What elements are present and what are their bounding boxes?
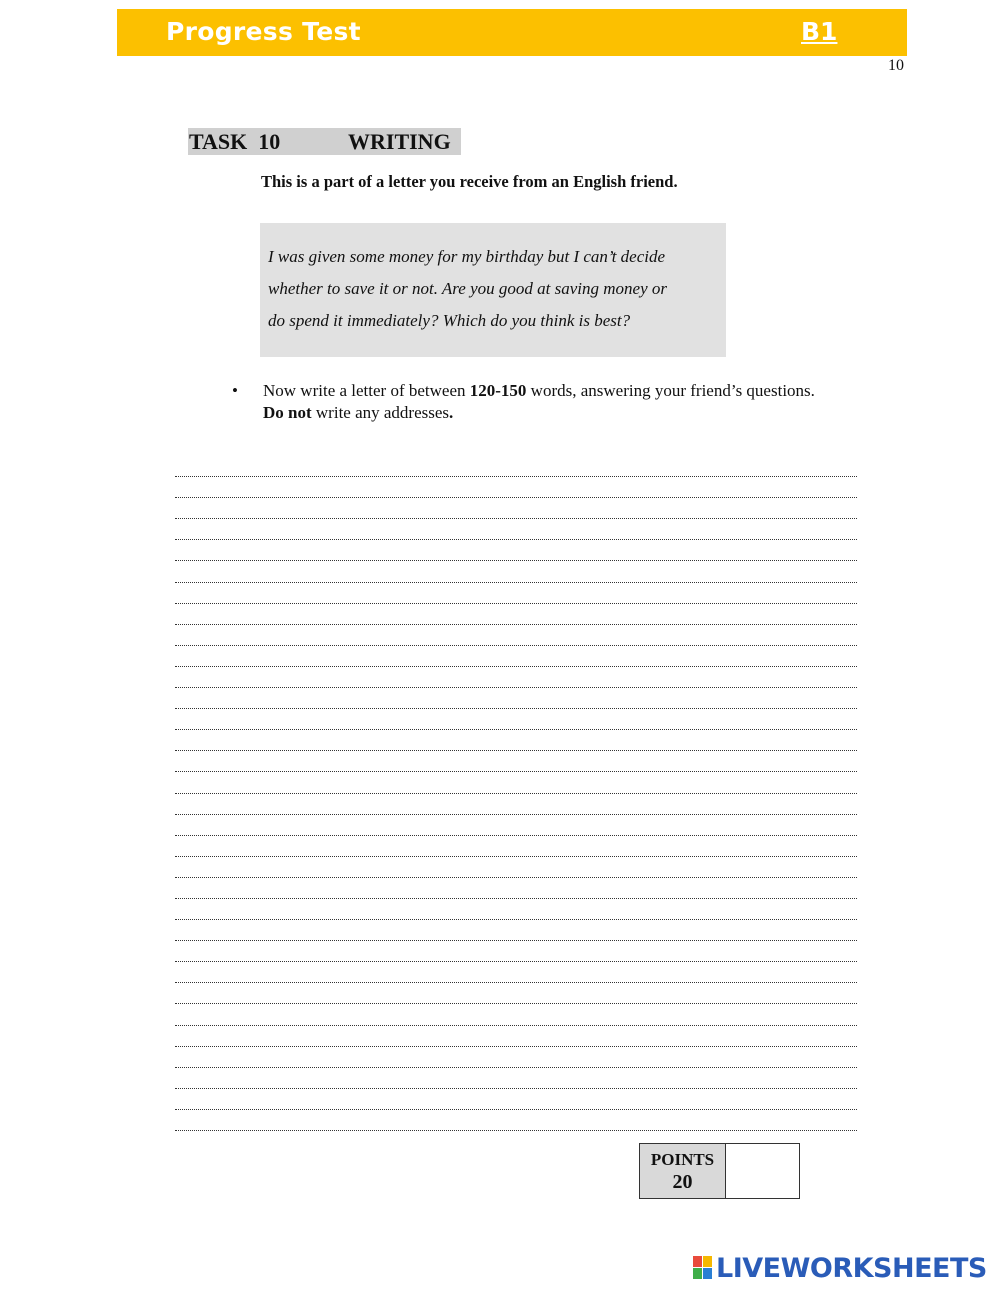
answer-line[interactable] <box>175 772 857 793</box>
answer-line[interactable] <box>175 1004 857 1025</box>
answer-line[interactable] <box>175 646 857 667</box>
answer-line[interactable] <box>175 540 857 561</box>
level-label: B1 <box>801 17 838 46</box>
answer-line[interactable] <box>175 857 857 878</box>
brand-footer <box>693 1252 987 1284</box>
letter-excerpt-line: I was given some money for my birthday but I can’t decide <box>268 247 666 266</box>
page-title: Progress Test <box>166 17 361 46</box>
instruction-line-1: Now write a letter of between 120-150 words, answering your friend’s questions. <box>263 381 815 400</box>
letter-excerpt-box <box>260 223 726 357</box>
task-number: TASK 10 <box>189 129 281 154</box>
answer-area[interactable] <box>175 456 857 1131</box>
answer-line[interactable] <box>175 1026 857 1047</box>
bullet-icon: • <box>232 381 238 400</box>
liveworksheets-logo-icon <box>693 1256 713 1280</box>
answer-line[interactable] <box>175 920 857 941</box>
answer-line[interactable] <box>175 456 857 477</box>
answer-line[interactable] <box>175 519 857 540</box>
answer-line[interactable] <box>175 561 857 582</box>
answer-line[interactable] <box>175 941 857 962</box>
page-number: 10 <box>888 57 904 74</box>
answer-line[interactable] <box>175 1047 857 1068</box>
answer-line[interactable] <box>175 983 857 1004</box>
answer-line[interactable] <box>175 751 857 772</box>
answer-line[interactable] <box>175 794 857 815</box>
task-name: WRITING <box>348 129 451 154</box>
answer-line[interactable] <box>175 625 857 646</box>
answer-line[interactable] <box>175 604 857 625</box>
answer-line[interactable] <box>175 836 857 857</box>
instruction-line-2: Do not write any addresses. <box>263 403 454 422</box>
points-value: 20 <box>672 1171 693 1193</box>
letter-excerpt-line: do spend it immediately? Which do you think is best? <box>268 311 631 330</box>
answer-line[interactable] <box>175 1068 857 1089</box>
answer-line[interactable] <box>175 815 857 836</box>
answer-line[interactable] <box>175 730 857 751</box>
points-score-field[interactable] <box>726 1144 799 1198</box>
answer-line[interactable] <box>175 583 857 604</box>
points-box <box>639 1143 800 1199</box>
answer-line[interactable] <box>175 709 857 730</box>
task-heading <box>188 128 461 155</box>
answer-line[interactable] <box>175 477 857 498</box>
points-label-cell <box>640 1144 726 1198</box>
task-intro: This is a part of a letter you receive from an English friend. <box>261 172 678 191</box>
points-label: POINTS <box>650 1150 715 1169</box>
brand-name: LIVEWORKSHEETS <box>716 1252 987 1284</box>
answer-line[interactable] <box>175 878 857 899</box>
answer-line[interactable] <box>175 688 857 709</box>
answer-line[interactable] <box>175 899 857 920</box>
letter-excerpt-line: whether to save it or not. Are you good at saving money or <box>268 279 667 298</box>
answer-line[interactable] <box>175 1089 857 1110</box>
answer-line[interactable] <box>175 962 857 983</box>
answer-line[interactable] <box>175 498 857 519</box>
word-range: 120-150 <box>469 381 527 400</box>
answer-line[interactable] <box>175 1110 857 1131</box>
do-not-label: Do not <box>263 403 312 422</box>
answer-line[interactable] <box>175 667 857 688</box>
